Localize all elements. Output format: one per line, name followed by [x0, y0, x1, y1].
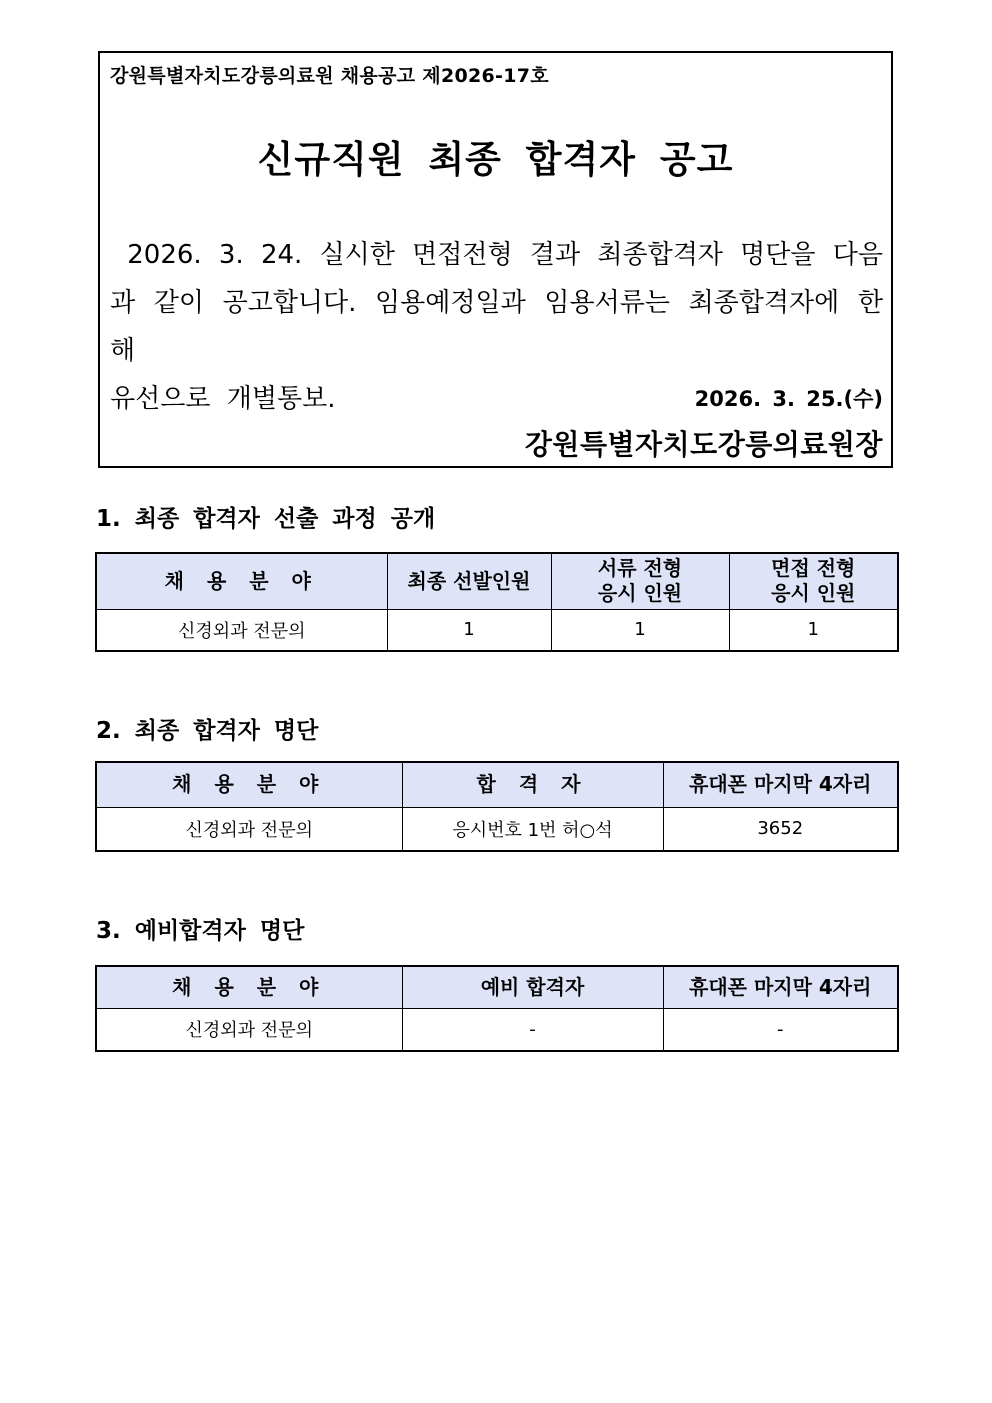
- notice-number: 강원특별자치도강릉의료원 채용공고 제2026-17호: [110, 65, 549, 87]
- header-field: 채 용 분 야: [96, 762, 402, 807]
- header-field: 채 용 분 야: [96, 553, 387, 609]
- table-row: [96, 1008, 898, 1051]
- cell-document-count: 1: [551, 609, 729, 651]
- header-interview-screening: 면접 전형 응시 인원: [729, 553, 898, 609]
- notice-date: 2026. 3. 25.(수): [694, 387, 883, 411]
- header-field: 채 용 분 야: [96, 966, 402, 1008]
- section3-heading: 3. 예비합격자 명단: [96, 918, 305, 944]
- notice-issuer: 강원특별자치도강릉의료원장: [524, 428, 883, 461]
- header-phone-last4: 휴대폰 마지막 4자리: [663, 762, 898, 807]
- header-phone-last4: 휴대폰 마지막 4자리: [663, 966, 898, 1008]
- section2-heading: 2. 최종 합격자 명단: [96, 718, 319, 744]
- cell-field: 신경외과 전문의: [96, 1008, 402, 1051]
- notice-box: [98, 51, 893, 468]
- cell-final-count: 1: [387, 609, 551, 651]
- header-passer: 합 격 자: [402, 762, 663, 807]
- table-row: [96, 609, 898, 651]
- final-passer-table: [95, 761, 899, 852]
- header-document-screening: 서류 전형 응시 인원: [551, 553, 729, 609]
- cell-phone-last4: 3652: [663, 807, 898, 851]
- cell-field: 신경외과 전문의: [96, 807, 402, 851]
- table-header-row: [96, 966, 898, 1008]
- cell-interview-count: 1: [729, 609, 898, 651]
- notice-title: 신규직원 최종 합격자 공고: [257, 138, 734, 181]
- header-reserve-passer: 예비 합격자: [402, 966, 663, 1008]
- notice-body-last-line: 유선으로 개별통보.: [110, 384, 336, 414]
- table-header-row: [96, 553, 898, 609]
- cell-field: 신경외과 전문의: [96, 609, 387, 651]
- cell-passer: 응시번호 1번 허○석: [402, 807, 663, 851]
- table-header-row: [96, 762, 898, 807]
- cell-reserve-passer: -: [402, 1008, 663, 1051]
- section1-heading: 1. 최종 합격자 선출 과정 공개: [96, 506, 436, 532]
- table-row: [96, 807, 898, 851]
- cell-phone-last4: -: [663, 1008, 898, 1051]
- reserve-passer-table: [95, 965, 899, 1052]
- notice-body-text: 2026. 3. 24. 실시한 면접전형 결과 최종합격자 명단을 다음과 같이 공고합니다. 임용예정일과 임용서류는 최종합격자에 한해: [110, 240, 883, 366]
- header-final-count: 최종 선발인원: [387, 553, 551, 609]
- selection-process-table: [95, 552, 899, 652]
